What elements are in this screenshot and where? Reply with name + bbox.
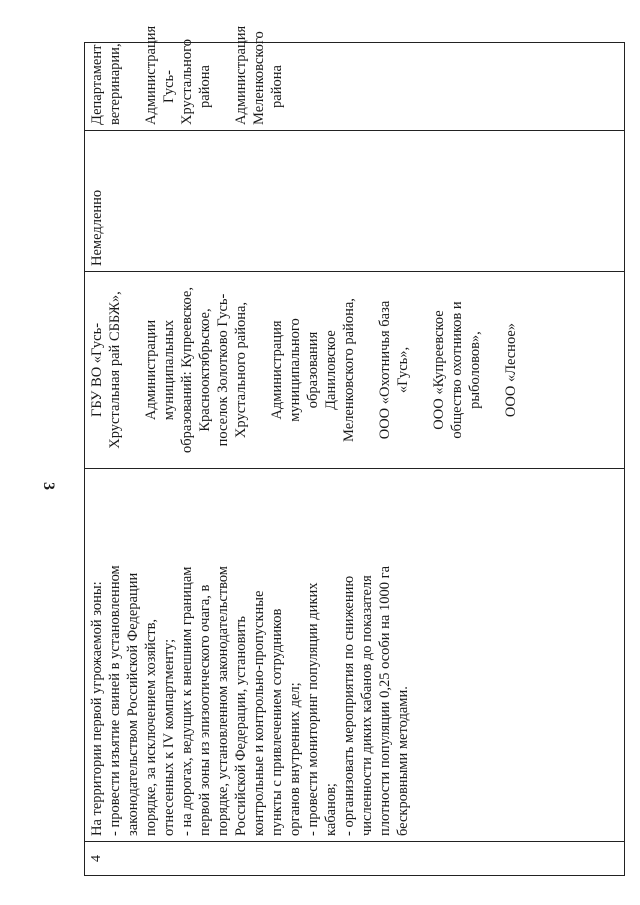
responsible-line: района	[269, 65, 285, 108]
responsible-line: Администрация	[233, 25, 249, 125]
measures-line: бескровными методами.	[395, 686, 411, 836]
measures-table	[84, 25, 625, 876]
measures-line: законодательством Российской Федерации	[125, 572, 141, 836]
measures-line: - на дорогах, ведущих к внешним границам	[179, 566, 195, 836]
measures-line: порядке, за исключением хозяйств,	[143, 618, 159, 836]
executor-line: Меленковского района,	[341, 298, 357, 442]
executor-line: Администрации	[143, 319, 159, 421]
measures-line: На территории первой угрожаемой зоны:	[89, 581, 105, 836]
executor-line: рыболовов»,	[467, 331, 483, 409]
executor-line: ГБУ ВО «Гусь-	[89, 322, 105, 418]
responsible-cell	[85, 25, 625, 131]
responsible-line: ветеринарии,	[107, 43, 123, 125]
measures-line: органов внутренних дел;	[287, 682, 303, 836]
measures-line: пункты с привлечением сотрудников	[269, 608, 285, 836]
executor-line: ООО «Лесное»	[503, 322, 519, 418]
measures-line: - провести мониторинг популяции диких	[305, 582, 321, 836]
executor-line: Администрация	[269, 320, 285, 420]
measures-line: отнесенных к IV компартменту;	[161, 638, 177, 836]
measures-line: - провести изъятие свиней в установленном	[107, 565, 123, 836]
executor-line: ООО «Купреевское	[431, 310, 447, 430]
measures-line: плотности популяции 0,25 особи на 1000 га	[377, 566, 393, 836]
measures-cell	[85, 469, 625, 842]
executor-line: ООО «Охотничья база	[377, 300, 393, 440]
executor-line: муниципальных	[161, 319, 177, 421]
executor-line: Краснооктябрьское,	[197, 308, 213, 432]
spacer	[214, 48, 232, 125]
executor-line: Хрустальная рай СББЖ»,	[107, 291, 123, 449]
row-number: 4	[89, 855, 104, 862]
measures-line: первой зоны из эпизоотического очага, в	[197, 584, 213, 836]
spacer	[484, 277, 502, 463]
spacer	[124, 48, 142, 125]
page-number: 3	[40, 482, 57, 490]
spacer	[124, 277, 142, 463]
spacer	[358, 277, 376, 463]
measures-line: численности диких кабанов до показателя	[359, 575, 375, 836]
executor-line: общество охотников и	[449, 301, 465, 439]
executor-line: муниципального	[287, 318, 303, 422]
spacer	[250, 277, 268, 463]
executors-cell	[85, 272, 625, 469]
term-text: Немедленно	[89, 189, 105, 266]
executor-line: образования	[305, 331, 321, 409]
measures-line: порядке, установленном законодательством	[215, 566, 231, 836]
responsible-line: Меленковского	[251, 31, 267, 125]
measures-line: кабанов;	[323, 783, 339, 836]
executor-line: Даниловское	[323, 330, 339, 410]
executor-line: поселок Золотково Гусь-	[215, 293, 231, 447]
measures-line: - организовать мероприятия по снижению	[341, 575, 357, 836]
term-cell	[85, 131, 625, 272]
row-number-cell	[85, 842, 625, 876]
executor-line: образований: Купреевское,	[179, 287, 195, 453]
responsible-line: Гусь-Хрустального	[161, 39, 195, 125]
executor-line: «Гусь»,	[395, 346, 411, 394]
responsible-line: Департамент	[89, 44, 105, 125]
table-row	[85, 43, 625, 876]
responsible-line: Администрация	[143, 25, 159, 125]
measures-line: Российской Федерации, установить	[233, 615, 249, 836]
measures-line: контрольные и контрольно-пропускные	[251, 590, 267, 836]
executor-line: Хрустального района,	[233, 301, 249, 439]
responsible-line: района	[197, 65, 213, 108]
rotated-table-wrapper	[84, 25, 625, 876]
spacer	[412, 277, 430, 463]
